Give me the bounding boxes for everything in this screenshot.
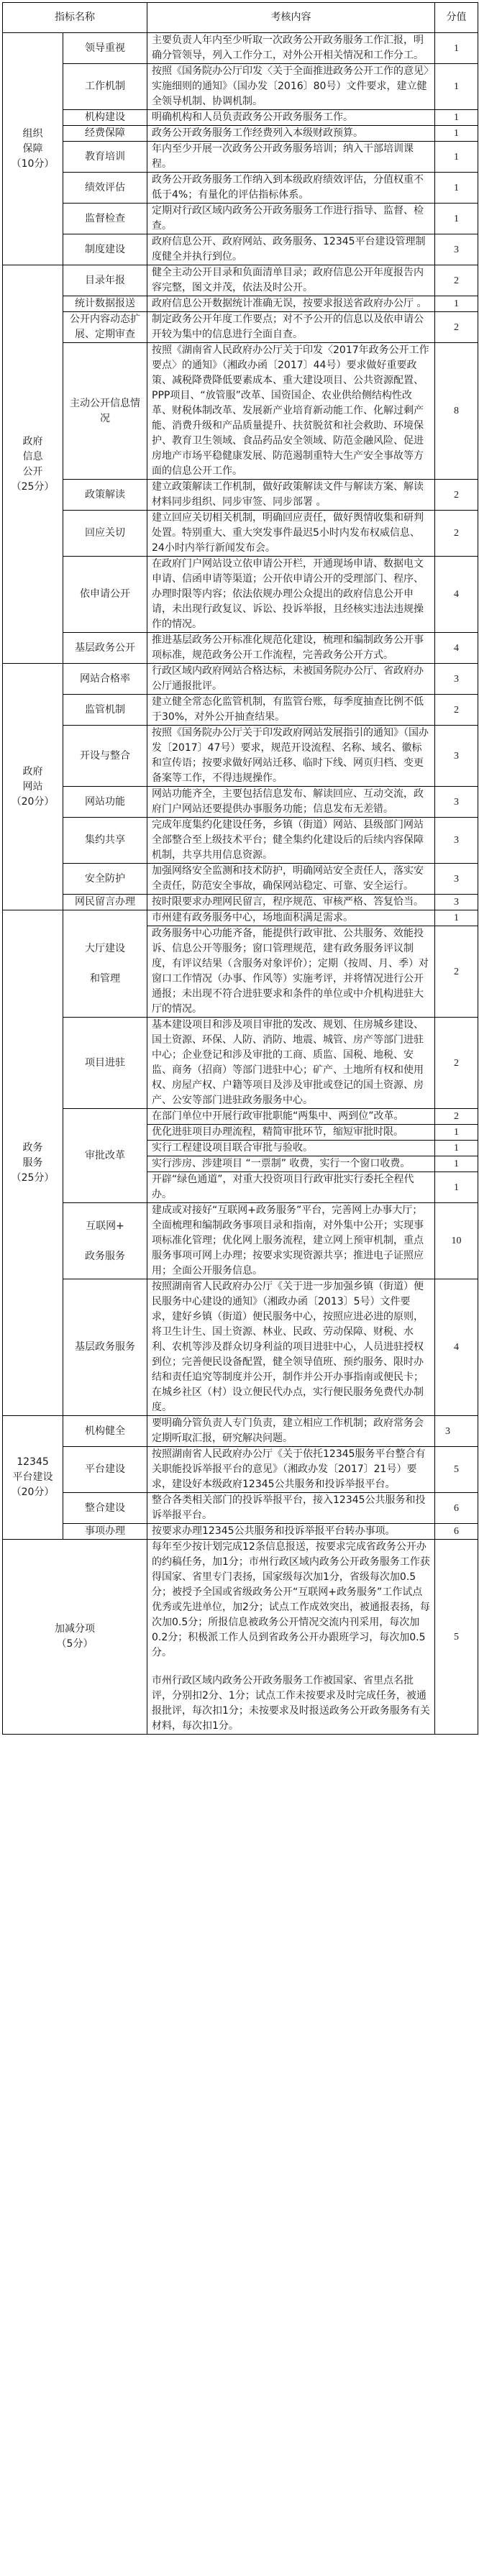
indicator-name-line: 互联网+ xyxy=(86,1220,124,1232)
assessment-content: 建成或对接好“互联网+政务服务”平台，完善网上办事大厅；全面梳理和编制政务事项目录和指南，对外集中公开；实现事项标准化管理；优化网上服务流程，建立网上预审机制，重点服务事项可网上办理；按要求实现资源共享；推进电子证照应用；全面公开服务信息。 xyxy=(147,1203,435,1279)
category-cell xyxy=(3,664,63,910)
score-value: 2 xyxy=(435,1018,478,1109)
table-row xyxy=(3,511,478,557)
category-label-line: 公开 xyxy=(22,465,43,478)
score-value: 1 xyxy=(435,1156,478,1172)
indicator-name: 监督检查 xyxy=(63,204,147,234)
assessment-content: 定期对行政区域内政务公开政务服务工作进行指导、监督、检查。 xyxy=(147,204,435,234)
category-label-line: 保障 xyxy=(22,142,43,155)
indicator-name: 制度建设 xyxy=(63,234,147,265)
table-row xyxy=(3,265,478,296)
score-value: 4 xyxy=(435,633,478,664)
assessment-content: 在政府门户网站设立依申请公开栏，开通现场申请、数据电文申请、信函申请等渠道；公开依申请公开的受理部门、程序、办理时限等内容；依法依规办理公众提出的政府信息公开申请，未出现行政复议、诉讼、投诉举报，且经核实违法违规操作的情况。 xyxy=(147,557,435,633)
category-label-line: 组织 xyxy=(22,127,43,140)
score-value: 3 xyxy=(435,1416,478,1447)
category-label-line: （25分） xyxy=(11,480,55,493)
assessment-content: 建立健全常态化监管机制，有监管台账，每季度抽查比例不低于30%，对外公开抽查结果。 xyxy=(147,695,435,726)
indicator-name: 监管机制 xyxy=(63,695,147,726)
bonus-label-line: 加减分项 xyxy=(55,1623,95,1635)
score-value: 2 xyxy=(435,312,478,343)
score-value: 2 xyxy=(435,511,478,557)
assessment-content: 实行工程建设项目联合审批与验收。 xyxy=(147,1141,435,1156)
assessment-content: 按照湖南省人民政府办公厅《关于依托12345服务平台整合有关职能投诉举报平台的意见》（湘政办发〔2017〕21号）要求，建设好本级政府12345公共服务和投诉举报平台。 xyxy=(147,1447,435,1493)
indicator-name: 机构健全 xyxy=(63,1416,147,1447)
indicator-name: 基层政务公开 xyxy=(63,633,147,664)
score-value: 1 xyxy=(435,126,478,142)
category-cell xyxy=(3,1416,63,1540)
score-value: 2 xyxy=(435,695,478,726)
indicator-name: 回应关切 xyxy=(63,511,147,557)
table-row xyxy=(3,296,478,312)
indicator-name: 机构建设 xyxy=(63,110,147,126)
indicator-name xyxy=(63,910,147,1018)
indicator-name: 开设与整合 xyxy=(63,726,147,787)
table-row xyxy=(3,1109,478,1125)
table-row xyxy=(3,1416,478,1447)
score-value: 1 xyxy=(435,33,478,64)
indicator-name-line: 和管理 xyxy=(90,973,120,985)
assessment-content: 政府信息公开数据统计准确无误，按要求报送省政府办公厅 。 xyxy=(147,296,435,312)
table-row xyxy=(3,33,478,64)
assessment-content: 按照湖南省人民政府办公厅《关于进一步加强乡镇（街道）便民服务中心建设的通知》（湘政办函〔2013〕5号）文件要求，建好乡镇（街道）便民服务中心，按照应进必进的原则，将卫生计生、国土资源、林业、民政、劳动保障、财税、水利、农机等涉及群众切身利益的项目进驻中心，人员进驻授权到位；完善便民设备配置，健全领导值班、预约服务、限时办结和责任追究等制度并公开，制作并公开办事指南或便民卡；在城乡社区（村）设立便民代办点，实行便民服务免费代办制度。 xyxy=(147,1279,435,1416)
table-row xyxy=(3,1524,478,1540)
bonus-label xyxy=(3,1540,147,1735)
assessment-content: 政府信息公开、政府网站、政务服务、12345平台建设管理制度健全并执行到位。 xyxy=(147,234,435,265)
assessment-content: 实行涉房、涉建项目 “一票制” 收费，实行一个窗口收费。 xyxy=(147,1156,435,1172)
score-value: 1 xyxy=(435,173,478,204)
score-value: 4 xyxy=(435,557,478,633)
table-row xyxy=(3,818,478,864)
table-row xyxy=(3,864,478,895)
table-row xyxy=(3,173,478,204)
score-value: 1 xyxy=(435,1172,478,1203)
indicator-name: 网民留言办理 xyxy=(63,895,147,910)
score-value: 3 xyxy=(435,664,478,695)
indicator-name: 基层政务服务 xyxy=(63,1279,147,1416)
category-label-line: 政府 xyxy=(22,435,43,447)
assessment-content: 按要求办理12345公共服务和投诉举报平台转办事项。 xyxy=(147,1524,435,1540)
score-value: 10 xyxy=(435,1203,478,1279)
assessment-content: 政务公开政务服务工作纳入到本级政府绩效评估，分值权重不低于4%；有量化的评估指标体系。 xyxy=(147,173,435,204)
indicator-name: 领导重视 xyxy=(63,33,147,64)
indicator-name-line: 大厅建设 xyxy=(85,943,125,954)
category-cell xyxy=(3,265,63,664)
indicator-name: 绩效评估 xyxy=(63,173,147,204)
table-row xyxy=(3,895,478,910)
header-score: 分值 xyxy=(435,3,478,33)
table-row xyxy=(3,142,478,173)
table-row xyxy=(3,787,478,818)
bonus-deduct-rules: 市州行政区域内政务公开政务服务工作被国家、省里点名批评，分别扣2分、1分；试点工作未按要求及时完成任务，被通报批评，每次扣1分；未按要求及时报送政务公开政务服务有关材料，每次扣1分。 xyxy=(152,1675,430,1732)
assessment-content: 完成年度集约化建设任务，乡镇（街道）网站、县级部门网站全部整合至上级技术平台；健全集约化建设后的后续内容保障机制，共享共用信息资源。 xyxy=(147,818,435,864)
header-content: 考核内容 xyxy=(147,3,435,33)
assessment-content: 建立政策解读工作机制，做好政策解读文件与解读方案、解读材料同步组织、同步审签、同步部署 。 xyxy=(147,480,435,511)
category-label-line: 政府 xyxy=(22,765,43,777)
assessment-content: 优化进驻项目办理流程，精简审批环节，缩短审批时限。 xyxy=(147,1125,435,1141)
indicator-name-line: 政务服务 xyxy=(85,1250,125,1262)
score-value: 2 xyxy=(435,265,478,296)
indicator-name: 整合建设 xyxy=(63,1493,147,1524)
category-label-line: 政务 xyxy=(22,1141,43,1154)
assessment-content: 年内至少开展一次政务公开政务服务培训；纳入干部培训课程。 xyxy=(147,142,435,173)
score-value: 4 xyxy=(435,1279,478,1416)
score-value: 3 xyxy=(435,234,478,265)
indicator-name: 教育培训 xyxy=(63,142,147,173)
score-value: 2 xyxy=(435,926,478,1018)
indicator-name xyxy=(63,1203,147,1279)
table-row xyxy=(3,1447,478,1493)
table-row xyxy=(3,1018,478,1109)
score-value: 2 xyxy=(435,1109,478,1125)
indicator-name: 事项办理 xyxy=(63,1524,147,1540)
table-row xyxy=(3,312,478,343)
category-label-line: 服务 xyxy=(22,1156,43,1169)
table-row xyxy=(3,480,478,511)
assessment-content: 在部门单位中开展行政审批职能“两集中、两到位”改革。 xyxy=(147,1109,435,1125)
category-label-line: （20分） xyxy=(11,1486,55,1498)
table-row xyxy=(3,64,478,110)
indicator-name: 网站功能 xyxy=(63,787,147,818)
score-value: 6 xyxy=(435,1524,478,1540)
indicator-name: 项目进驻 xyxy=(63,1018,147,1109)
category-cell xyxy=(3,33,63,265)
indicator-name: 依申请公开 xyxy=(63,557,147,633)
table-row xyxy=(3,726,478,787)
score-value: 1 xyxy=(435,1141,478,1156)
indicator-name: 主动公开信息情况 xyxy=(63,343,147,480)
table-row xyxy=(3,1493,478,1524)
score-value: 3 xyxy=(435,818,478,864)
table-body xyxy=(3,33,478,1735)
assessment-content: 按时限要求办理网民留言，程序规范、审核严格、答复恰当。 xyxy=(147,895,435,910)
indicator-name: 目录年报 xyxy=(63,265,147,296)
assessment-content: 制定政务公开年度工作要点；对不予公开的信息以及依申请公开较为集中的信息进行全面自查。 xyxy=(147,312,435,343)
table-row xyxy=(3,126,478,142)
score-value: 1 xyxy=(435,910,478,926)
table-row xyxy=(3,234,478,265)
score-value: 3 xyxy=(435,864,478,895)
category-label-line: 12345 xyxy=(17,1456,49,1468)
category-label-line: （20分） xyxy=(11,795,55,808)
assessment-content: 健全主动公开目录和负面清单目录；政府信息公开年度报告内容完整，图文并茂，依法及时公开。 xyxy=(147,265,435,296)
table-row xyxy=(3,343,478,480)
header-indicator: 指标名称 xyxy=(3,3,147,33)
category-label-line: 信息 xyxy=(22,450,43,462)
indicator-name: 政策解读 xyxy=(63,480,147,511)
bonus-spacer xyxy=(152,1661,430,1673)
assessment-content: 政务公开政务服务工作经费列入本级财政预算。 xyxy=(147,126,435,142)
table-row xyxy=(3,557,478,633)
bonus-score: 5 xyxy=(435,1540,478,1735)
table-row xyxy=(3,910,478,926)
assessment-content: 政务服务中心功能齐备，能提供行政审批、公共服务、效能投诉、信息公开等服务；窗口管理规范，建有政务服务评议制度，有评议结果（含服务对象评价）；定期（按周、月、季）对窗口工作情况（办事、作风等）实施考评，并将情况进行公开通报；未出现不符合进驻要求和条件的单位或中介机构进驻大厅的情况。 xyxy=(147,926,435,1018)
score-value: 1 xyxy=(435,204,478,234)
category-label-line: （25分） xyxy=(11,1171,55,1184)
score-value: 1 xyxy=(435,110,478,126)
score-value: 2 xyxy=(435,480,478,511)
table-row xyxy=(3,633,478,664)
assessment-content: 建立回应关切相关机制，明确回应责任，做好舆情收集和研判处置。特别重大、重大突发事件最迟5小时内发布权威信息、24小时内举行新闻发布会。 xyxy=(147,511,435,557)
bonus-content xyxy=(147,1540,435,1735)
indicator-name: 审批改革 xyxy=(63,1109,147,1203)
assessment-content: 明确机构和人员负责政务公开政务服务工作。 xyxy=(147,110,435,126)
assessment-table xyxy=(2,2,478,1735)
assessment-content: 基本建设项目和涉及项目审批的发改、规划、住房城乡建设、国土资源、环保、人防、消防、地震、城管、房产等部门进驻中心；企业登记和涉及审批的工商、质监、国税、地税、安监、商务（招商）等部门进驻中心；矿产、土地所有权和使用权、房屋产权、户籍等项目及涉及审批或登记的国土资源、房产、公安等部门进驻政务服务中心。 xyxy=(147,1018,435,1109)
score-value: 3 xyxy=(435,895,478,910)
table-row xyxy=(3,1279,478,1416)
score-value: 1 xyxy=(435,142,478,173)
indicator-name: 经费保障 xyxy=(63,126,147,142)
score-value: 5 xyxy=(435,1447,478,1493)
assessment-content: 按照《湖南省人民政府办公厅关于印发〈2017年政务公开工作要点〉的通知》（湘政办函〔2017〕44号）要求做好重要政策、减税降费降低要素成本、重大建设项目、公共资源配置、PPP项目、“放管服”改革、国资国企、农业供给侧结构性改革、财税体制改革、发展新产业培育新动能工作、化解过剩产能、消费升级和产品质量提升、扶贫脱贫和社会救助、环境保护、教育卫生领域、食品药品安全领域、防范金融风险、促进房地产市场平稳健康发展、防范遏制重特大生产安全事故等方面的信息公开工作。 xyxy=(147,343,435,480)
assessment-content: 主要负责人年内至少听取一次政务公开政务服务工作汇报，明确分管领导，列入工作分工，对外公开相关情况和工作分工。 xyxy=(147,33,435,64)
indicator-name: 安全防护 xyxy=(63,864,147,895)
header-row xyxy=(3,3,478,33)
score-value: 8 xyxy=(435,343,478,480)
score-value: 3 xyxy=(435,726,478,787)
assessment-content: 市州建有政务服务中心，场地面积满足需求。 xyxy=(147,910,435,926)
assessment-content: 推进基层政务公开标准化规范化建设，梳理和编制政务公开事项标准，规范政务公开工作流程，完善政务公开方式。 xyxy=(147,633,435,664)
category-label-line: 平台建设 xyxy=(12,1471,53,1483)
table-row xyxy=(3,204,478,234)
score-value: 3 xyxy=(435,787,478,818)
score-value: 1 xyxy=(435,1125,478,1141)
indicator-name: 平台建设 xyxy=(63,1447,147,1493)
indicator-name: 统计数据报送 xyxy=(63,296,147,312)
table-row xyxy=(3,1203,478,1279)
indicator-name: 集约共享 xyxy=(63,818,147,864)
score-value: 1 xyxy=(435,64,478,110)
indicator-name: 公开内容动态扩展、定期审查 xyxy=(63,312,147,343)
bonus-label-line: （5分） xyxy=(56,1638,93,1650)
bonus-add-rules: 每年至少按计划完成12条信息报送，按要求完成省政务公开办的约稿任务，加1分；市州行政区域内政务公开政务服务工作获得国家、省里专门表扬，国家级每次加1分，省级每次加0.5分；被授予全国或省级政务公开“互联网+政务服务”工作试点优秀或先进单位，加2分；试点工作成效突出，被通报表扬，每次加0.5分；所报信息被政务公开情况交流内刊采用，每次加0.2分；积极派工作人员到省政务公开办跟班学习，每次加0.5分。 xyxy=(152,1541,430,1658)
category-cell xyxy=(3,910,63,1416)
table-row xyxy=(3,110,478,126)
assessment-content: 加强网络安全监测和技术防护，明确网站安全责任人，落实安全责任，防范安全事故，确保网站稳定、可靠、安全运行。 xyxy=(147,864,435,895)
category-label-line: （10分） xyxy=(11,157,55,170)
assessment-content: 要明确分管负责人专门负责，建立相应工作机制；政府常务会定期听取汇报，研究解决问题。 xyxy=(147,1416,435,1447)
category-label-line: 网站 xyxy=(22,780,43,793)
indicator-name: 工作机制 xyxy=(63,64,147,110)
score-value: 6 xyxy=(435,1493,478,1524)
bonus-row xyxy=(3,1540,478,1735)
table-row xyxy=(3,664,478,695)
assessment-content: 整合各类相关部门的投诉举报平台，接入12345公共服务和投诉举报平台。 xyxy=(147,1493,435,1524)
assessment-content: 按照《国务院办公厅关于印发政府网站发展指引的通知》（国办发〔2017〕47号）要求，规范开设流程、名称、域名、徽标和宣传语；按要求做好网站迁移、临时下线、网页归档、变更备案等工作，不得违规操作。 xyxy=(147,726,435,787)
assessment-content: 网站功能齐全，主要包括信息发布、解读回应、互动交流，政府门户网站还要提供办事服务功能；信息发布无差错。 xyxy=(147,787,435,818)
assessment-content: 行政区域内政府网站合格达标，未被国务院办公厅、省政府办公厅通报批评。 xyxy=(147,664,435,695)
assessment-content: 开辟“绿色通道”，对重大投资项目行政审批实行委托全程代办。 xyxy=(147,1172,435,1203)
table-row xyxy=(3,695,478,726)
assessment-content: 按照《国务院办公厅印发〈关于全面推进政务公开工作的意见〉实施细则的通知》（国办发〔2016〕80号）文件要求，建立健全领导机制、协调机制。 xyxy=(147,64,435,110)
indicator-name: 网站合格率 xyxy=(63,664,147,695)
score-value: 1 xyxy=(435,296,478,312)
